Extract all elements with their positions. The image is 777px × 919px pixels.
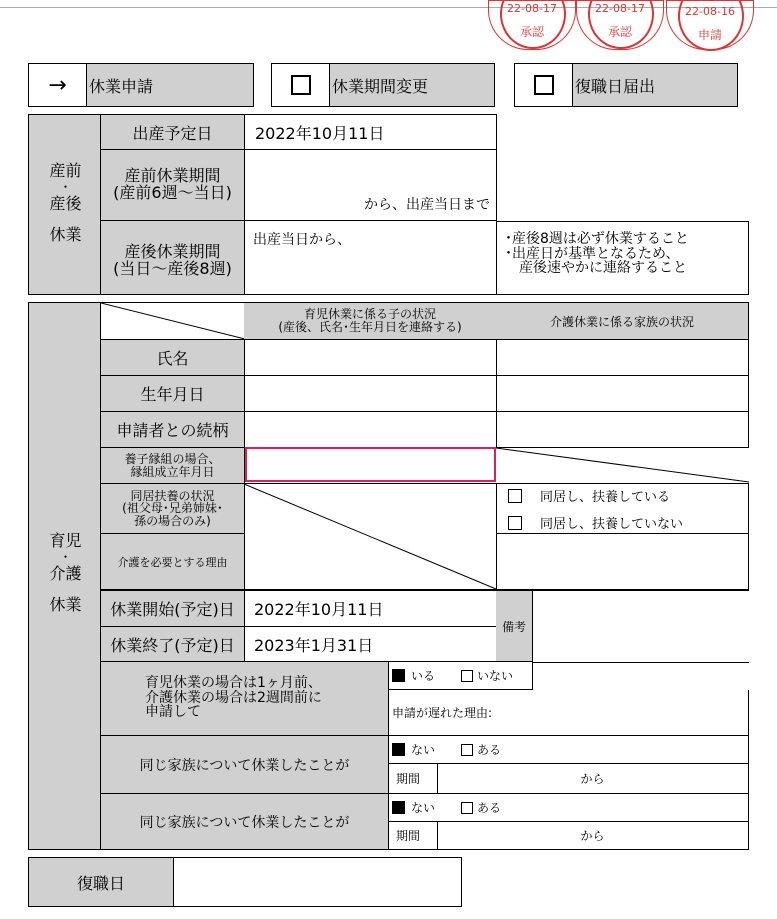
care-section-label: 育児 ・ 介護 休業 [28, 302, 101, 850]
prenatal-period-field[interactable] [244, 150, 497, 221]
child-name-field[interactable] [244, 340, 497, 376]
option-label: 休業申請 [87, 64, 253, 106]
adoption-date-field-selected[interactable] [245, 447, 496, 482]
checkbox-icon[interactable] [272, 64, 330, 106]
postnatal-period-value[interactable]: 出産当日から、 [244, 221, 497, 295]
start-date-value[interactable]: 2022年10月11日 [244, 590, 497, 627]
row-label-care-reason: 介護を必要とする理由 [101, 534, 245, 590]
prenatal-period-label: 産前休業期間 (産前6週～当日) [101, 150, 245, 221]
family-prev-options-1: ない ある [388, 736, 749, 764]
option-period-change[interactable] [271, 63, 495, 107]
checkbox-icon[interactable] [508, 489, 522, 503]
late-reason-label: 申請が遅れた理由: [392, 706, 493, 720]
period-label-2: 期間 [388, 822, 438, 850]
child-cohabit-diagonal-cell [244, 483, 497, 590]
checkbox-icon[interactable] [508, 516, 522, 530]
arrow-icon: → [29, 64, 87, 106]
family-prev-options-2: ない ある [388, 794, 749, 822]
cohabit-yes-option[interactable]: 同居し、扶養している [508, 486, 670, 505]
row-label-relation: 申請者との続柄 [101, 412, 245, 448]
checkbox-icon[interactable] [461, 802, 473, 814]
advance-yes-label: いる [411, 669, 436, 683]
advance-notice-options [388, 662, 533, 690]
cohabit-no-option[interactable]: 同居し、扶養していない [508, 513, 683, 532]
family-adoption-diagonal-cell [496, 448, 749, 484]
family-cohabit-options [496, 483, 749, 534]
prenatal-section-label: 産前 ・ 産後 休業 [28, 114, 101, 295]
family-prev-leave-label-1: 同じ家族について休業したことが [101, 736, 389, 794]
due-date-label: 出産予定日 [101, 114, 245, 150]
column-header-family: 介護休業に係る家族の状況 [496, 302, 749, 340]
family-relation-field[interactable] [496, 412, 749, 448]
advance-divider [533, 662, 749, 663]
row-label-adoption: 養子縁組の場合、 縁組成立年月日 [101, 448, 245, 484]
option-label: 休業期間変更 [330, 64, 494, 106]
checkbox-checked-icon[interactable] [392, 743, 405, 756]
remarks-label: 備考 [496, 590, 533, 662]
return-date-label: 復職日 [28, 857, 174, 907]
family-care-reason-field[interactable] [496, 534, 749, 590]
checkbox-checked-icon[interactable] [392, 801, 405, 814]
postnatal-notes: ･産後8週は必ず休業すること ･出産日が基準となるため、 産後速やかに連絡すること [496, 221, 749, 295]
child-birthdate-field[interactable] [244, 376, 497, 412]
option-return-notice[interactable] [514, 63, 738, 107]
child-relation-field[interactable] [244, 412, 497, 448]
period-field-1[interactable]: から [437, 764, 749, 794]
end-date-label: 休業終了(予定)日 [101, 627, 245, 662]
application-stamp: 22-08-16 申請 [666, 0, 754, 50]
return-date-field[interactable] [173, 857, 462, 907]
prenatal-period-suffix: から、出産当日まで [364, 197, 490, 213]
remarks-area[interactable] [533, 590, 749, 591]
period-field-2[interactable]: から [437, 822, 749, 850]
advance-notice-label: 育児休業の場合は1ヶ月前、 介護休業の場合は2週間前に 申請して [101, 662, 389, 736]
late-reason-field[interactable] [388, 690, 749, 736]
advance-no-label: いない [477, 669, 514, 683]
option-leave-request[interactable] [28, 63, 254, 107]
header-diagonal-cell [101, 302, 245, 340]
family-name-field[interactable] [496, 340, 749, 376]
checkbox-icon[interactable] [461, 670, 473, 682]
checkbox-icon[interactable] [515, 64, 573, 106]
row-label-name: 氏名 [101, 340, 245, 376]
postnatal-period-label: 産後休業期間 (当日～産後8週) [101, 221, 245, 295]
row-label-cohabit: 同居扶養の状況 (祖父母･兄弟姉妹･ 孫の場合のみ) [101, 484, 245, 534]
checkbox-checked-icon[interactable] [392, 669, 405, 682]
start-date-label: 休業開始(予定)日 [101, 590, 245, 627]
approval-stamp-2: 22-08-17 承認 [576, 0, 664, 50]
end-date-value[interactable]: 2023年1月31日 [244, 627, 497, 662]
option-label: 復職日届出 [573, 64, 737, 106]
family-birthdate-field[interactable] [496, 376, 749, 412]
column-header-child: 育児休業に係る子の状況 (産後、氏名･生年月日を連絡する) [244, 302, 497, 340]
family-prev-leave-label-2: 同じ家族について休業したことが [101, 794, 389, 850]
checkbox-icon[interactable] [461, 744, 473, 756]
row-label-birthdate: 生年月日 [101, 376, 245, 412]
period-label-1: 期間 [388, 764, 438, 794]
due-date-value[interactable]: 2022年10月11日 [244, 114, 497, 150]
approval-stamp-1: 22-08-17 承認 [488, 0, 576, 50]
